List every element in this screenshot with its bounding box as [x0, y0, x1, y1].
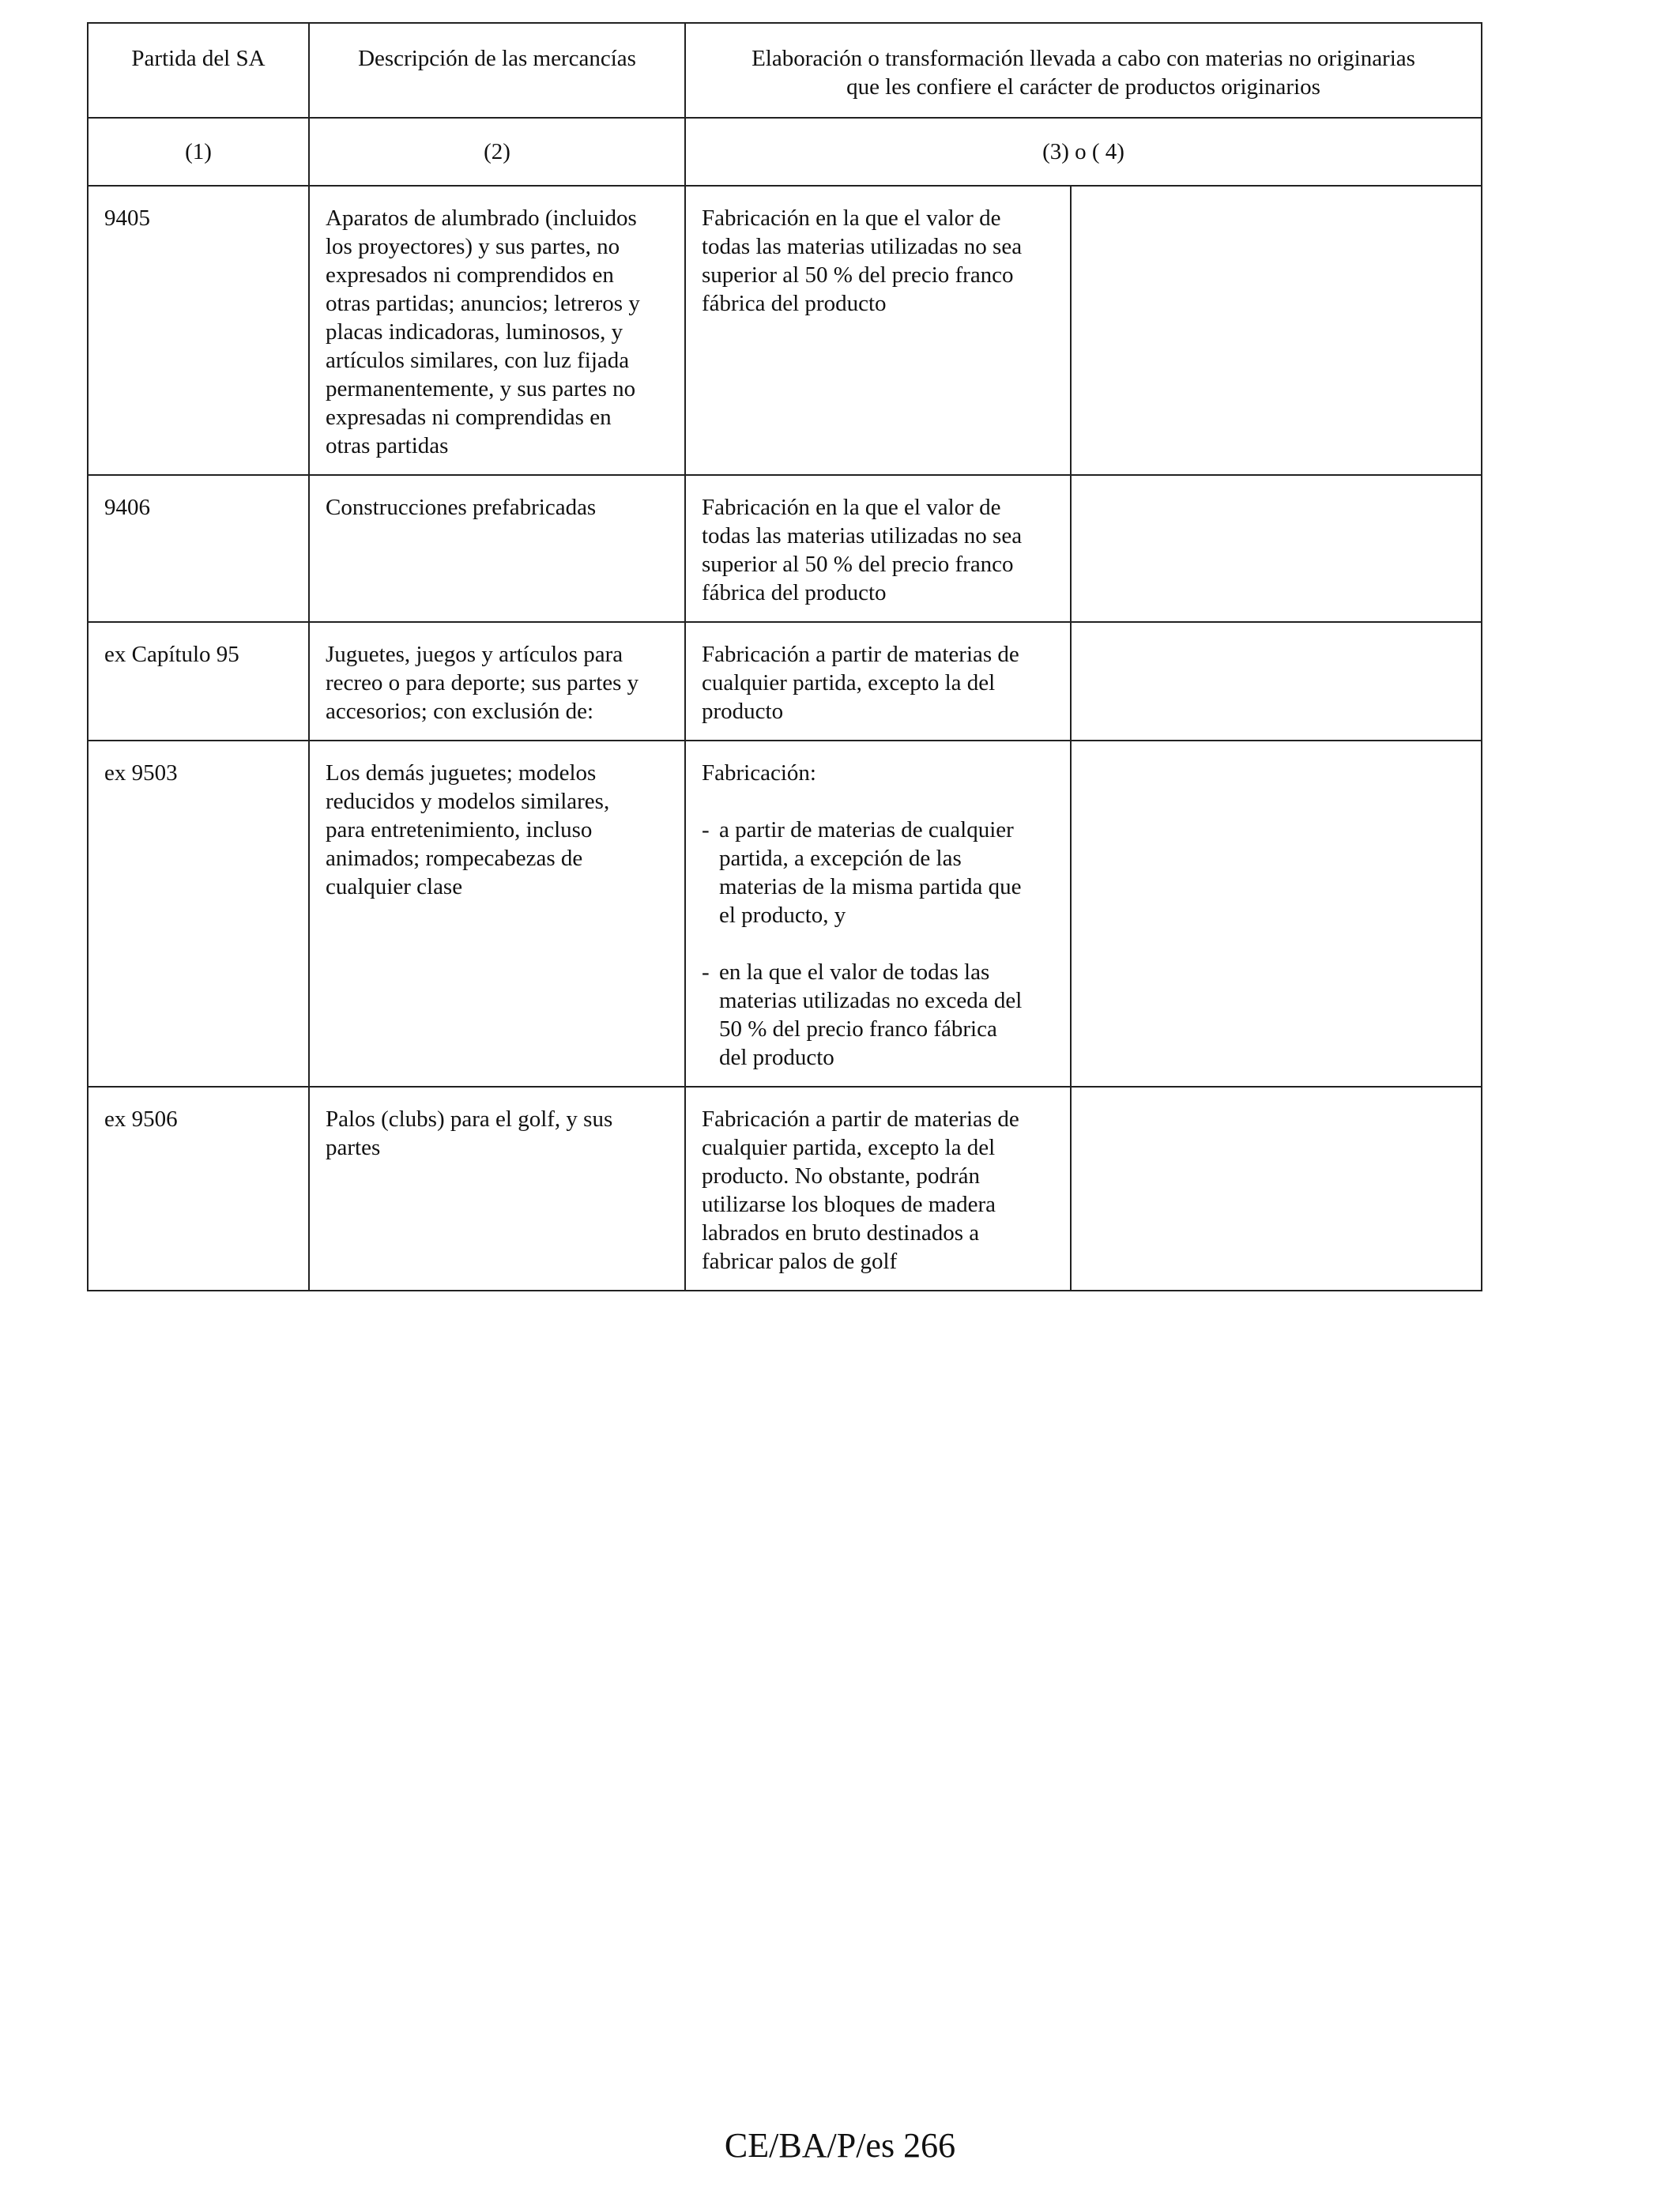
text-line: todas las materias utilizadas no sea [702, 523, 1023, 548]
text-line: utilizarse los bloques de madera [702, 1192, 996, 1217]
text-line: materias utilizadas no exceda del [719, 988, 1023, 1013]
text-line: otras partidas [326, 433, 449, 458]
bullet-item [702, 958, 1054, 1072]
cell-empty [1071, 741, 1482, 1087]
text-line: partida, a excepción de las [719, 846, 962, 871]
text-line: superior al 50 % del precio franco [702, 552, 1014, 577]
text-line: permanentemente, y sus partes no [326, 376, 636, 401]
cell-partida: ex 9506 [88, 1087, 309, 1291]
text-line: cualquier partida, excepto la del [702, 1135, 996, 1160]
text-line: superior al 50 % del precio franco [702, 262, 1014, 288]
cell-elaboracion [685, 741, 1071, 1087]
cell-descripcion [309, 186, 685, 475]
column-number-2: (2) [309, 118, 685, 186]
cell-empty [1071, 186, 1482, 475]
text-line: Construcciones prefabricadas [326, 495, 597, 520]
header-descripcion [309, 23, 685, 118]
text-line: el producto, y [719, 903, 846, 928]
cell-empty [1071, 475, 1482, 622]
text-line: Los demás juguetes; modelos [326, 760, 597, 786]
cell-descripcion [309, 475, 685, 622]
cell-elaboracion [685, 186, 1071, 475]
text-line: fábrica del producto [702, 580, 887, 605]
text-line: los proyectores) y sus partes, no [326, 234, 620, 259]
cell-partida: ex Capítulo 95 [88, 622, 309, 741]
header-descripcion-label: Descripción de las mercancías [358, 46, 636, 71]
text-line: Juguetes, juegos y artículos para [326, 642, 623, 667]
text-line: reducidos y modelos similares, [326, 789, 610, 814]
text-line: Palos (clubs) para el golf, y sus [326, 1106, 613, 1132]
text-line: expresados ni comprendidos en [326, 262, 614, 288]
bullet-dash: - [702, 959, 710, 985]
column-number-row [88, 118, 1482, 186]
table-row [88, 186, 1482, 475]
column-number-1: (1) [88, 118, 309, 186]
process-intro: Fabricación: [702, 760, 816, 786]
cell-descripcion [309, 1087, 685, 1291]
header-row [88, 23, 1482, 118]
header-elaboracion-line: Elaboración o transformación llevada a cabo con materias no originarias [751, 46, 1415, 71]
header-partida [88, 23, 309, 118]
rules-of-origin-table [87, 22, 1482, 1291]
header-elaboracion [685, 23, 1482, 118]
text-line: cualquier clase [326, 874, 463, 899]
text-line: fábrica del producto [702, 291, 887, 316]
text-line: Fabricación en la que el valor de [702, 495, 1001, 520]
cell-elaboracion [685, 622, 1071, 741]
cell-elaboracion [685, 1087, 1071, 1291]
text-line: Aparatos de alumbrado (incluidos [326, 205, 637, 231]
text-line: partes [326, 1135, 381, 1160]
cell-empty [1071, 622, 1482, 741]
text-line: animados; rompecabezas de [326, 846, 583, 871]
table-row [88, 475, 1482, 622]
text-line: Fabricación a partir de materias de [702, 642, 1019, 667]
page-footer-reference: CE/BA/P/es 266 [724, 2126, 956, 2165]
table-row [88, 622, 1482, 741]
text-line: fabricar palos de golf [702, 1249, 898, 1274]
text-line: artículos similares, con luz fijada [326, 348, 630, 373]
table-row [88, 741, 1482, 1087]
cell-partida: ex 9503 [88, 741, 309, 1087]
text-line: 50 % del precio franco fábrica [719, 1016, 997, 1042]
text-line: recreo o para deporte; sus partes y [326, 670, 639, 696]
text-line: para entretenimiento, incluso [326, 817, 593, 843]
text-line: en la que el valor de todas las [719, 959, 990, 985]
cell-partida: 9406 [88, 475, 309, 622]
text-line: labrados en bruto destinados a [702, 1220, 980, 1246]
text-line: otras partidas; anuncios; letreros y [326, 291, 640, 316]
text-line: Fabricación a partir de materias de [702, 1106, 1019, 1132]
text-line: Fabricación en la que el valor de [702, 205, 1001, 231]
column-number-3-4: (3) o ( 4) [685, 118, 1482, 186]
text-line: cualquier partida, excepto la del [702, 670, 996, 696]
text-line: expresadas ni comprendidas en [326, 405, 612, 430]
cell-empty [1071, 1087, 1482, 1291]
cell-descripcion [309, 622, 685, 741]
text-line: materias de la misma partida que [719, 874, 1022, 899]
text-line: producto. No obstante, podrán [702, 1163, 980, 1189]
text-line: placas indicadoras, luminosos, y [326, 319, 623, 345]
bullet-dash: - [702, 817, 710, 843]
table-row [88, 1087, 1482, 1291]
cell-descripcion [309, 741, 685, 1087]
text-line: del producto [719, 1045, 834, 1070]
cell-elaboracion [685, 475, 1071, 622]
header-partida-label: Partida del SA [131, 46, 266, 71]
text-line: a partir de materias de cualquier [719, 817, 1014, 843]
text-line: producto [702, 699, 784, 724]
text-line: accesorios; con exclusión de: [326, 699, 594, 724]
text-line: todas las materias utilizadas no sea [702, 234, 1023, 259]
header-elaboracion-line: que les confiere el carácter de productos originarios [846, 74, 1320, 100]
bullet-item [702, 816, 1054, 929]
cell-partida: 9405 [88, 186, 309, 475]
